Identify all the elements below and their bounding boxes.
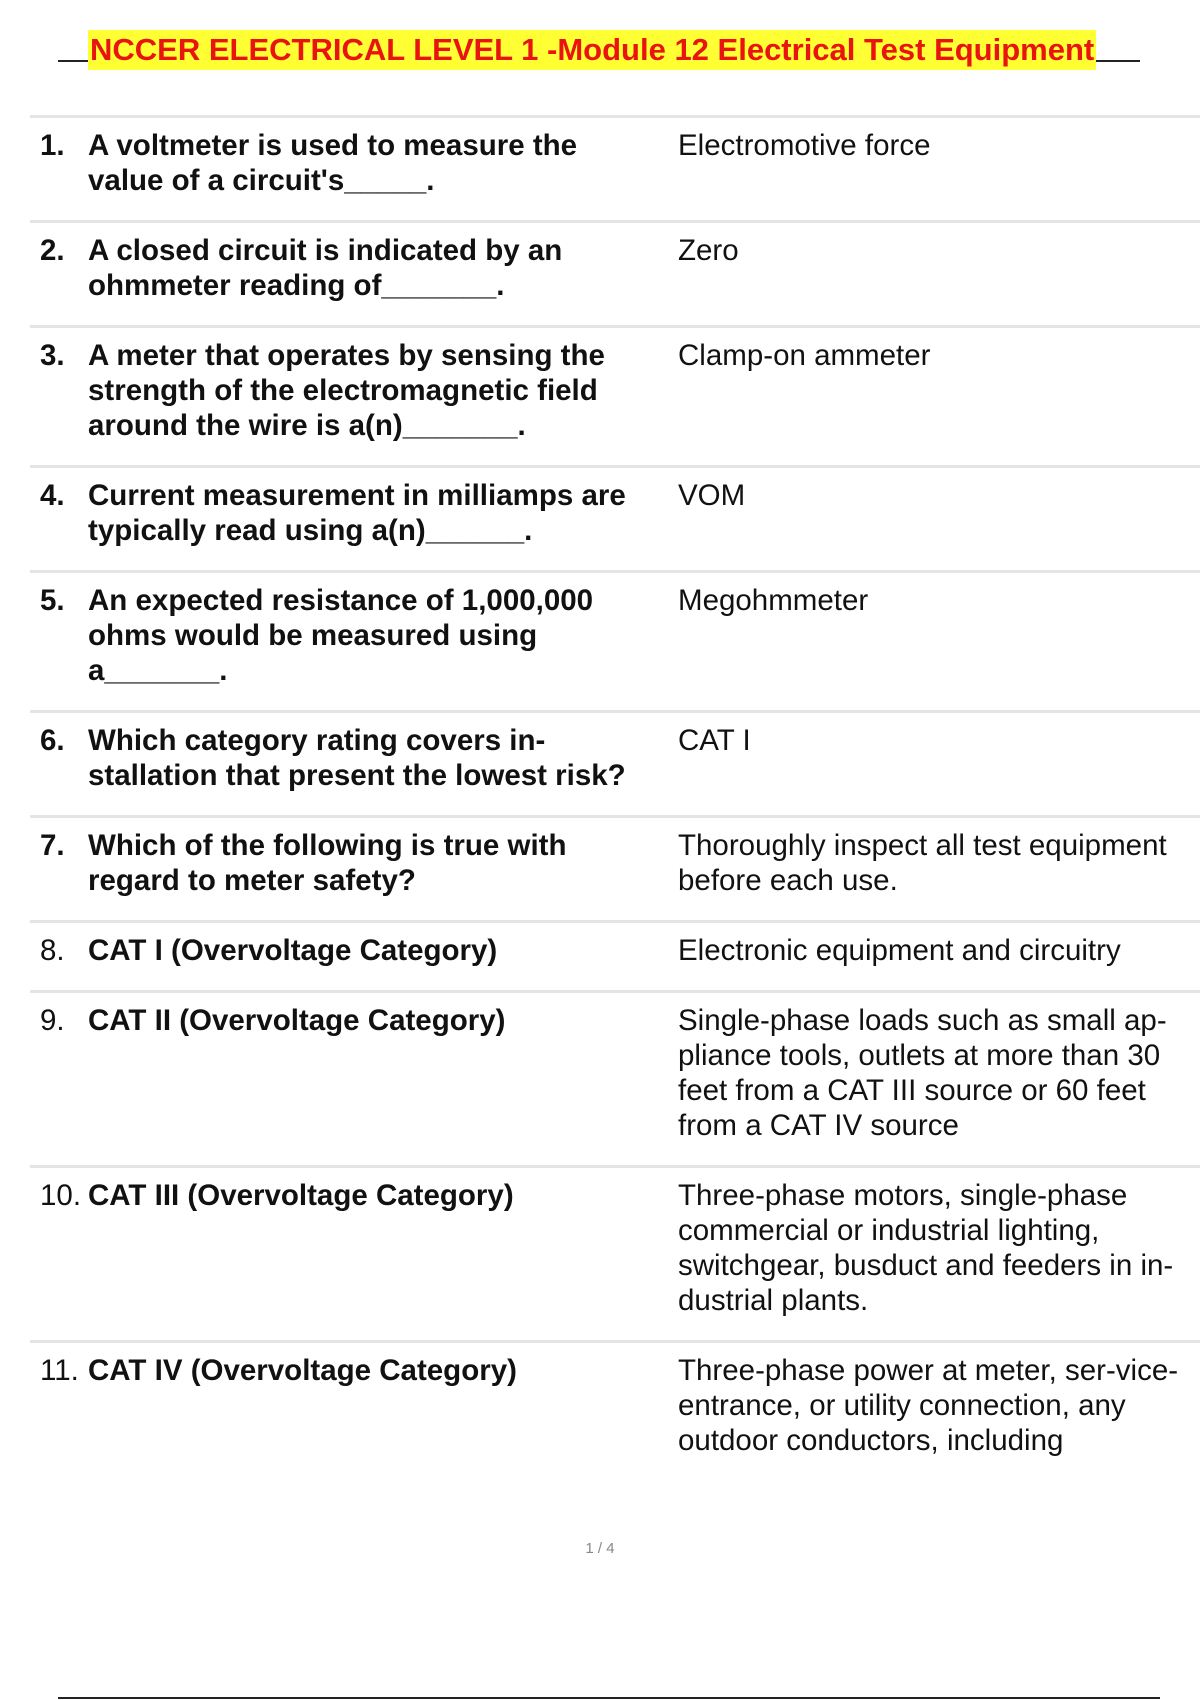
card-row [30,467,1200,572]
card-number: 3. [40,339,65,372]
card-number: 6. [40,724,65,757]
card-row [30,117,1200,222]
flashcard-table [30,115,1200,1480]
card-number: 8. [40,934,65,967]
card-row [30,1342,1200,1481]
card-row [30,992,1200,1167]
card-question: A meter that operates by sensing the strength of the electromagnetic field around the wire is a(n)_______. [88,339,605,442]
card-number: 10. [40,1179,82,1212]
card-answer: Clamp-on ammeter [678,339,931,372]
card-number: 9. [40,1004,65,1037]
page-indicator: 1 / 4 [585,1540,615,1557]
document-title: NCCER ELECTRICAL LEVEL 1 -Module 12 Electrical Test Equipment [88,30,1096,70]
card-answer: VOM [678,479,746,512]
card-question: Current measurement in milliamps are typically read using a(n)______. [88,479,626,547]
page-bottom-rule [58,1697,1160,1699]
card-question: Which of the following is true with regard to meter safety? [88,829,567,897]
card-number: 5. [40,584,65,617]
card-question: CAT I (Overvoltage Category) [88,934,498,967]
card-row [30,222,1200,327]
card-question: Which category rating covers in-stallation that present the lowest risk? [88,724,626,792]
card-number: 7. [40,829,65,862]
card-answer: Electronic equipment and circuitry [678,934,1121,967]
card-answer: Zero [678,234,739,267]
card-number: 1. [40,129,65,162]
card-row [30,712,1200,817]
card-answer: Thoroughly inspect all test equipment before each use. [678,829,1167,897]
card-number: 11. [40,1354,79,1387]
card-answer: Single-phase loads such as small ap-pliance tools, outlets at more than 30 feet from a CAT III source or 60 feet from a CAT IV source [678,1004,1167,1142]
card-row [30,922,1200,992]
card-question: A voltmeter is used to measure the value of a circuit's_____. [88,129,578,197]
card-question: A closed circuit is indicated by an ohmmeter reading of_______. [88,234,563,302]
card-answer: Megohmmeter [678,584,869,617]
card-answer: Three-phase motors, single-phase commercial or industrial lighting, switchgear, busduct and feeders in in-dustrial plants. [678,1179,1174,1317]
card-answer: CAT I [678,724,751,757]
card-question: CAT IV (Overvoltage Category) [88,1354,517,1387]
card-question: CAT II (Overvoltage Category) [88,1004,506,1037]
card-number: 4. [40,479,65,512]
card-number: 2. [40,234,65,267]
card-question: CAT III (Overvoltage Category) [88,1179,514,1212]
card-answer: Electromotive force [678,129,931,162]
card-row [30,327,1200,467]
card-row [30,817,1200,922]
title-row [58,30,1140,72]
card-answer: Three-phase power at meter, ser-vice-entrance, or utility connection, any outdoor conductors, including [678,1354,1179,1457]
card-row [30,1167,1200,1342]
card-row [30,572,1200,712]
card-question: An expected resistance of 1,000,000 ohms would be measured using a_______. [88,584,594,687]
